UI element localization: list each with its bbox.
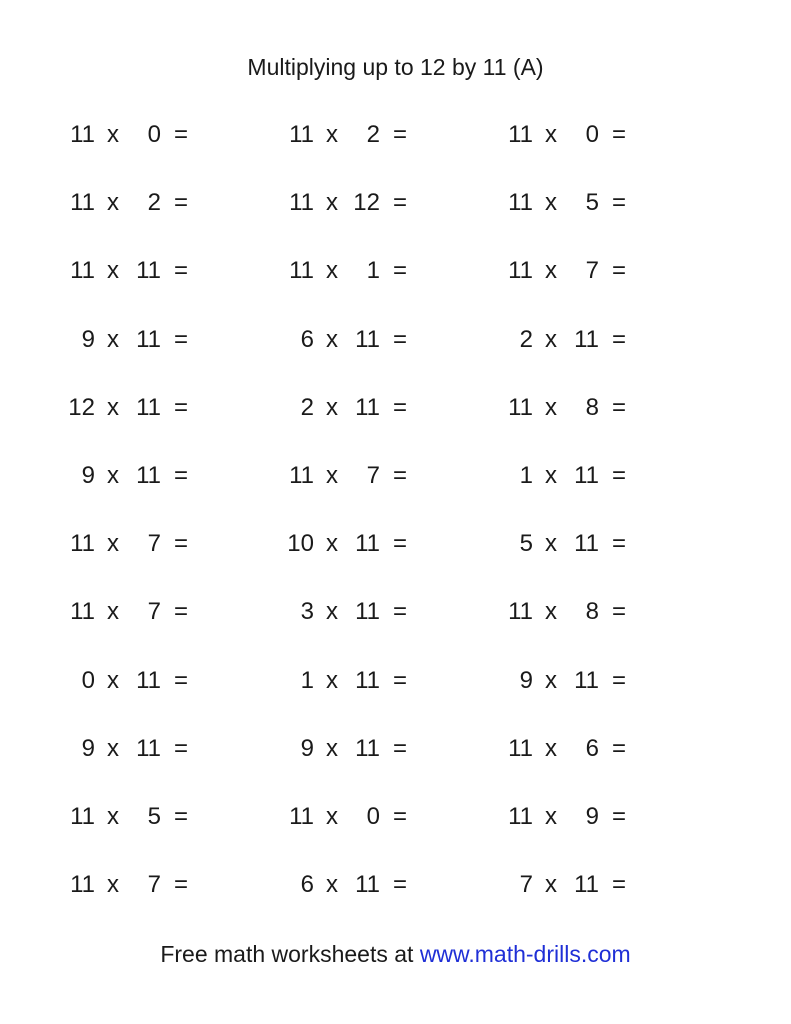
equals-sign: = xyxy=(392,803,407,830)
problem-item xyxy=(284,597,424,627)
multiplier: 11 xyxy=(355,666,380,694)
times-sign: x xyxy=(107,393,119,421)
times-sign: x xyxy=(326,121,338,148)
multiplicand: 2 xyxy=(300,393,314,421)
multiplier: 11 xyxy=(136,257,161,285)
times-sign: x xyxy=(107,257,119,285)
times-sign: x xyxy=(107,803,119,830)
equals-sign: = xyxy=(173,598,188,626)
multiplier: 0 xyxy=(147,121,161,148)
equals-sign: = xyxy=(392,871,407,899)
multiplier: 11 xyxy=(355,598,380,626)
times-sign: x xyxy=(545,734,557,762)
problem-item xyxy=(503,734,643,764)
problem-item xyxy=(284,802,424,832)
times-sign: x xyxy=(107,325,119,353)
multiplier: 11 xyxy=(136,734,161,762)
problem-item xyxy=(284,461,424,491)
times-sign: x xyxy=(326,803,338,830)
multiplicand: 2 xyxy=(519,325,533,353)
multiplicand: 6 xyxy=(300,325,314,353)
problem-item xyxy=(65,870,205,900)
multiplier: 11 xyxy=(355,325,380,353)
problem-item xyxy=(503,393,643,423)
times-sign: x xyxy=(545,325,557,353)
problem-item xyxy=(65,597,205,627)
times-sign: x xyxy=(326,462,338,489)
equals-sign: = xyxy=(173,462,188,489)
problem-item xyxy=(65,666,205,696)
multiplier: 11 xyxy=(355,871,380,899)
multiplier: 11 xyxy=(136,325,161,353)
equals-sign: = xyxy=(611,189,626,217)
multiplier: 11 xyxy=(136,666,161,694)
problem-item xyxy=(503,461,643,491)
multiplicand: 6 xyxy=(300,871,314,899)
equals-sign: = xyxy=(173,393,188,421)
times-sign: x xyxy=(326,393,338,421)
multiplicand: 11 xyxy=(289,121,314,148)
times-sign: x xyxy=(107,871,119,899)
equals-sign: = xyxy=(173,734,188,762)
equals-sign: = xyxy=(611,325,626,353)
multiplier: 8 xyxy=(585,393,599,421)
multiplicand: 11 xyxy=(508,257,533,285)
multiplicand: 1 xyxy=(519,462,533,489)
multiplicand: 11 xyxy=(70,257,95,285)
equals-sign: = xyxy=(173,189,188,217)
multiplicand: 7 xyxy=(519,871,533,899)
times-sign: x xyxy=(545,871,557,899)
multiplicand: 9 xyxy=(519,666,533,694)
equals-sign: = xyxy=(173,530,188,558)
equals-sign: = xyxy=(611,530,626,558)
problem-item xyxy=(65,461,205,491)
multiplier: 11 xyxy=(574,666,599,694)
multiplicand: 11 xyxy=(508,121,533,148)
multiplicand: 10 xyxy=(287,530,314,558)
multiplier: 11 xyxy=(574,325,599,353)
multiplier: 7 xyxy=(585,257,599,285)
multiplier: 7 xyxy=(366,462,380,489)
problem-item xyxy=(503,325,643,355)
multiplicand: 11 xyxy=(508,803,533,830)
multiplicand: 5 xyxy=(519,530,533,558)
multiplier: 2 xyxy=(366,121,380,148)
multiplicand: 12 xyxy=(68,393,95,421)
multiplier: 11 xyxy=(355,393,380,421)
equals-sign: = xyxy=(611,734,626,762)
problem-item xyxy=(65,734,205,764)
times-sign: x xyxy=(545,189,557,217)
problem-item xyxy=(65,393,205,423)
times-sign: x xyxy=(545,257,557,285)
equals-sign: = xyxy=(173,871,188,899)
problem-item xyxy=(503,870,643,900)
times-sign: x xyxy=(107,598,119,626)
multiplier: 7 xyxy=(147,598,161,626)
multiplier: 0 xyxy=(585,121,599,148)
problem-item xyxy=(503,256,643,286)
equals-sign: = xyxy=(173,666,188,694)
times-sign: x xyxy=(326,666,338,694)
times-sign: x xyxy=(545,462,557,489)
multiplier: 12 xyxy=(353,189,380,217)
multiplicand: 11 xyxy=(289,803,314,830)
problem-item xyxy=(65,802,205,832)
times-sign: x xyxy=(326,598,338,626)
problem-item xyxy=(65,120,205,150)
problem-item xyxy=(284,188,424,218)
problem-item xyxy=(503,188,643,218)
equals-sign: = xyxy=(611,666,626,694)
problem-item xyxy=(284,393,424,423)
multiplicand: 11 xyxy=(70,530,95,558)
equals-sign: = xyxy=(392,734,407,762)
times-sign: x xyxy=(107,189,119,217)
times-sign: x xyxy=(107,530,119,558)
multiplier: 0 xyxy=(366,803,380,830)
problem-item xyxy=(284,666,424,696)
page-title: Multiplying up to 12 by 11 (A) xyxy=(247,54,544,80)
problem-item xyxy=(284,870,424,900)
multiplier: 11 xyxy=(574,871,599,899)
multiplier: 5 xyxy=(147,803,161,830)
times-sign: x xyxy=(326,734,338,762)
equals-sign: = xyxy=(392,257,407,285)
footer xyxy=(0,939,791,969)
problem-item xyxy=(65,188,205,218)
times-sign: x xyxy=(545,803,557,830)
problem-item xyxy=(65,256,205,286)
problem-item xyxy=(503,666,643,696)
times-sign: x xyxy=(545,666,557,694)
equals-sign: = xyxy=(611,871,626,899)
problem-item xyxy=(65,529,205,559)
equals-sign: = xyxy=(173,257,188,285)
multiplier: 7 xyxy=(147,530,161,558)
problem-item xyxy=(284,325,424,355)
times-sign: x xyxy=(545,530,557,558)
multiplier: 11 xyxy=(574,530,599,558)
footer-link[interactable]: www.math-drills.com xyxy=(419,941,631,967)
multiplier: 9 xyxy=(585,803,599,830)
multiplier: 2 xyxy=(147,189,161,217)
problem-item xyxy=(284,120,424,150)
equals-sign: = xyxy=(611,598,626,626)
multiplicand: 3 xyxy=(300,598,314,626)
multiplicand: 11 xyxy=(70,598,95,626)
problem-item xyxy=(503,802,643,832)
equals-sign: = xyxy=(392,598,407,626)
multiplicand: 11 xyxy=(289,257,314,285)
multiplicand: 11 xyxy=(70,803,95,830)
multiplicand: 1 xyxy=(300,666,314,694)
footer-text: Free math worksheets at xyxy=(160,941,420,967)
times-sign: x xyxy=(107,462,119,489)
multiplicand: 11 xyxy=(508,598,533,626)
times-sign: x xyxy=(326,871,338,899)
problem-item xyxy=(284,529,424,559)
multiplier: 11 xyxy=(355,734,380,762)
problem-item xyxy=(284,734,424,764)
times-sign: x xyxy=(326,257,338,285)
times-sign: x xyxy=(545,598,557,626)
problem-item xyxy=(503,529,643,559)
multiplier: 11 xyxy=(136,462,161,489)
multiplicand: 9 xyxy=(81,734,95,762)
multiplicand: 9 xyxy=(300,734,314,762)
equals-sign: = xyxy=(392,462,407,489)
problem-item xyxy=(503,120,643,150)
times-sign: x xyxy=(107,666,119,694)
equals-sign: = xyxy=(392,530,407,558)
multiplicand: 11 xyxy=(70,871,95,899)
multiplier: 8 xyxy=(585,598,599,626)
multiplier: 7 xyxy=(147,871,161,899)
multiplicand: 9 xyxy=(81,462,95,489)
times-sign: x xyxy=(107,734,119,762)
problem-item xyxy=(284,256,424,286)
times-sign: x xyxy=(326,325,338,353)
multiplicand: 11 xyxy=(508,189,533,217)
multiplicand: 11 xyxy=(70,189,95,217)
multiplier: 5 xyxy=(585,189,599,217)
multiplicand: 0 xyxy=(81,666,95,694)
equals-sign: = xyxy=(173,803,188,830)
multiplicand: 11 xyxy=(289,189,314,217)
multiplier: 11 xyxy=(574,462,599,489)
times-sign: x xyxy=(545,393,557,421)
equals-sign: = xyxy=(611,462,626,489)
times-sign: x xyxy=(545,121,557,148)
multiplicand: 11 xyxy=(508,393,533,421)
times-sign: x xyxy=(326,189,338,217)
multiplicand: 9 xyxy=(81,325,95,353)
equals-sign: = xyxy=(392,393,407,421)
equals-sign: = xyxy=(392,189,407,217)
equals-sign: = xyxy=(611,257,626,285)
times-sign: x xyxy=(326,530,338,558)
equals-sign: = xyxy=(611,393,626,421)
multiplicand: 11 xyxy=(70,121,95,148)
equals-sign: = xyxy=(611,803,626,830)
multiplier: 6 xyxy=(585,734,599,762)
multiplier: 11 xyxy=(355,530,380,558)
multiplier: 1 xyxy=(366,257,380,285)
multiplicand: 11 xyxy=(289,462,314,489)
problem-item xyxy=(65,325,205,355)
equals-sign: = xyxy=(392,121,407,148)
equals-sign: = xyxy=(392,666,407,694)
times-sign: x xyxy=(107,121,119,148)
equals-sign: = xyxy=(611,121,626,148)
equals-sign: = xyxy=(173,121,188,148)
multiplicand: 11 xyxy=(508,734,533,762)
problem-item xyxy=(503,597,643,627)
equals-sign: = xyxy=(173,325,188,353)
equals-sign: = xyxy=(392,325,407,353)
multiplier: 11 xyxy=(136,393,161,421)
